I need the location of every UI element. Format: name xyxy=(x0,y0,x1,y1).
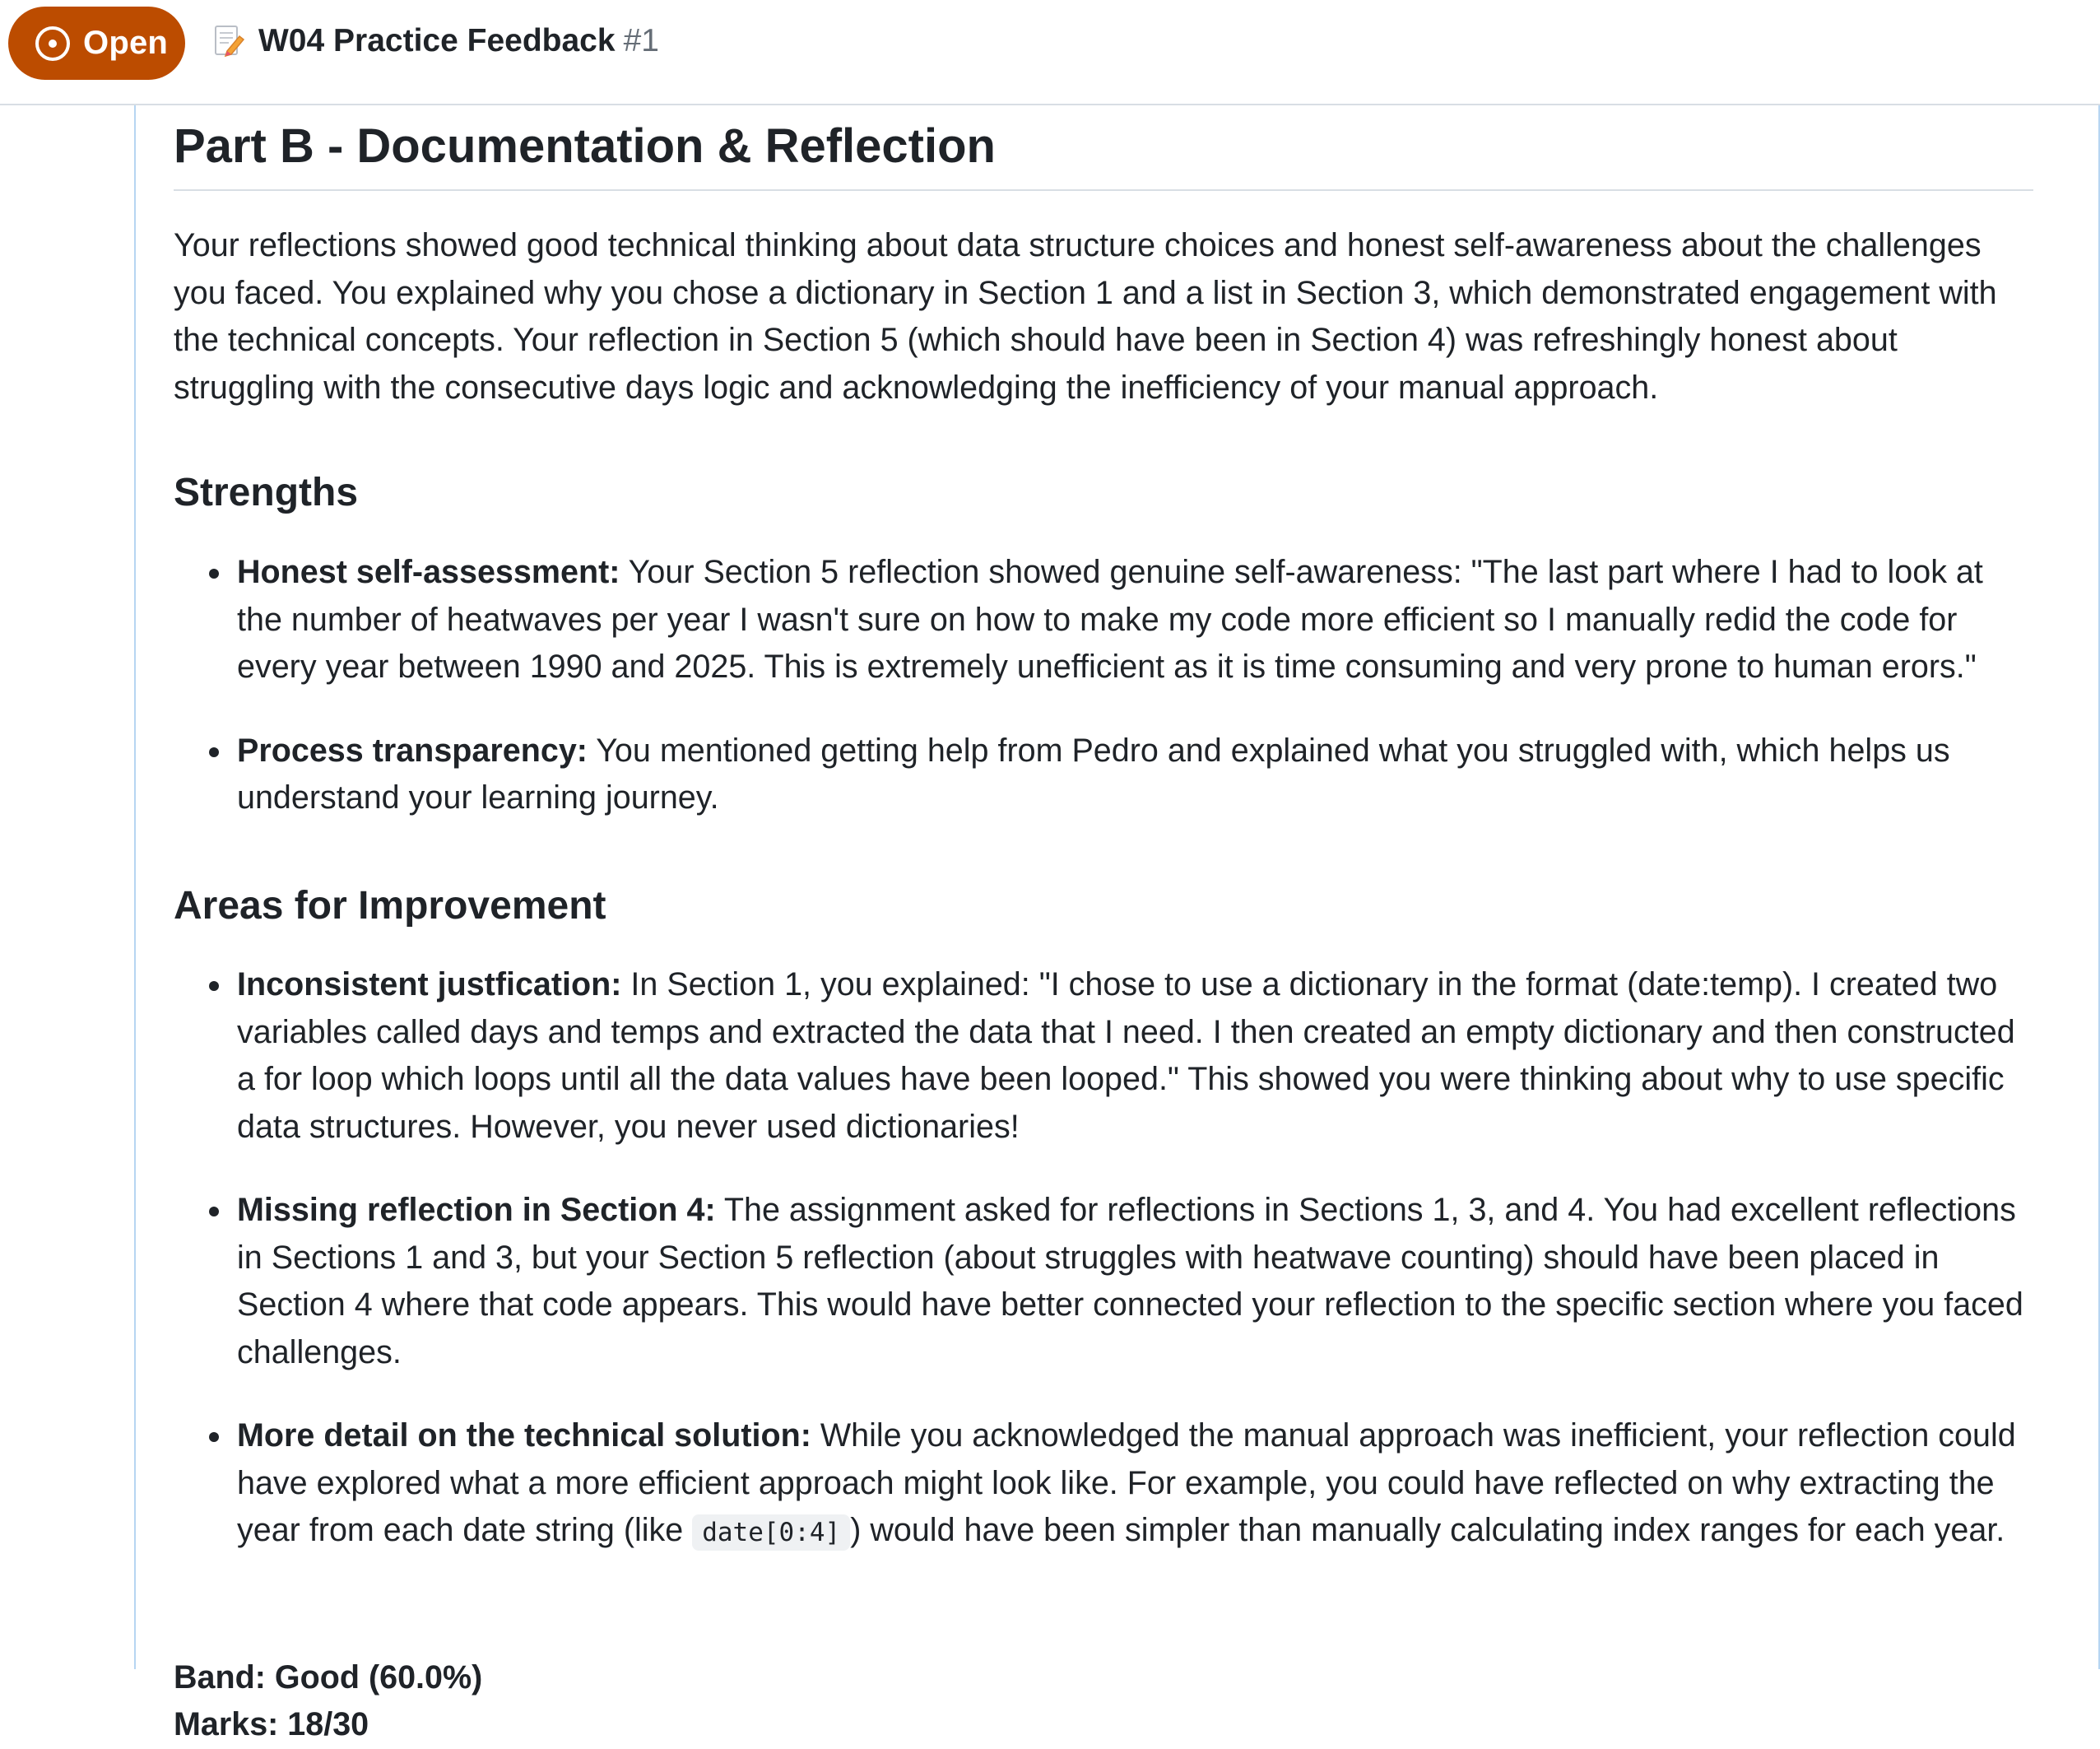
issue-number: #1 xyxy=(623,23,659,58)
item-text: Your Section 5 reflection showed genuine self-awareness: "The last part where I had to look at the number of heatwaves per year I wasn't sure on how to make my code more efficient so I manually redid the code for every year between 1990 and 2025. This is extremely unefficient as it is time consuming and very prone to human erors." xyxy=(237,554,1983,685)
intro-paragraph: Your reflections showed good technical thinking about data structure choices and honest self-awareness about the challenges you faced. You explained why you chose a dictionary in Section 1 and a list in Section 3, which demonstrated engagement with the technical concepts. Your reflection in Section 5 (which should have been in Section 4) was refreshingly honest about struggling with the consecutive days logic and acknowledging the inefficiency of your manual approach. xyxy=(174,227,1997,406)
strengths-list xyxy=(174,549,2033,858)
item-text: You mentioned getting help from Pedro and explained what you struggled with, which helps us understand your learning journey. xyxy=(237,732,1950,816)
improvements-list xyxy=(174,961,2033,1593)
item-text: In Section 1, you explained: "I chose to use a dictionary in the format (date:temp). I created two variables called days and temps and extracted the data that I need. I then created an empty dictionary and then constructed a for loop which loops until all the data values have been looped." This showed you were thinking about why to use specific data structures. However, you never used dictionaries! xyxy=(237,966,2015,1145)
list-item xyxy=(174,549,2033,691)
issue-header xyxy=(0,0,2100,105)
band-result: Band: Good (60.0%) xyxy=(174,1659,483,1696)
list-item xyxy=(174,728,2033,822)
item-text: While you acknowledged the manual approach was inefficient, your reflection could have explored what a more efficient approach might look like. For example, you could have reflected on why extracting the year from each date string (like xyxy=(237,1417,2016,1548)
issue-state-badge xyxy=(8,7,185,80)
item-label: Missing reflection in Section 4: xyxy=(237,1192,716,1228)
improvements-heading: Areas for Improvement xyxy=(174,884,606,928)
item-text: ) would have been simpler than manually calculating index ranges for each year. xyxy=(850,1512,2005,1548)
inline-code: date[0:4] xyxy=(692,1514,850,1551)
issue-state-label: Open xyxy=(83,25,169,61)
marks-result: Marks: 18/30 xyxy=(174,1706,369,1742)
issue-title-block xyxy=(212,18,659,64)
issue-opened-icon xyxy=(35,26,70,61)
list-item xyxy=(174,961,2033,1151)
issue-title: W04 Practice Feedback xyxy=(258,23,616,58)
item-label: Process transparency: xyxy=(237,732,588,769)
item-label: Honest self-assessment: xyxy=(237,554,620,590)
section-heading: Part B - Documentation & Reflection xyxy=(174,114,2033,191)
list-item xyxy=(174,1187,2033,1376)
item-label: Inconsistent justfication: xyxy=(237,966,622,1002)
strengths-heading: Strengths xyxy=(174,471,359,514)
item-text: The assignment asked for reflections in Sections 1, 3, and 4. You had excellent reflections in Sections 1 and 3, but your Section 5 reflection (about struggles with heatwave counting) should have been placed in Section 4 where that code appears. This would have better connected your reflection to the specific section where you faced challenges. xyxy=(237,1192,2023,1370)
list-item xyxy=(174,1412,2033,1557)
memo-icon xyxy=(212,23,245,59)
comment-body xyxy=(134,105,2100,1742)
item-label: More detail on the technical solution: xyxy=(237,1417,811,1454)
